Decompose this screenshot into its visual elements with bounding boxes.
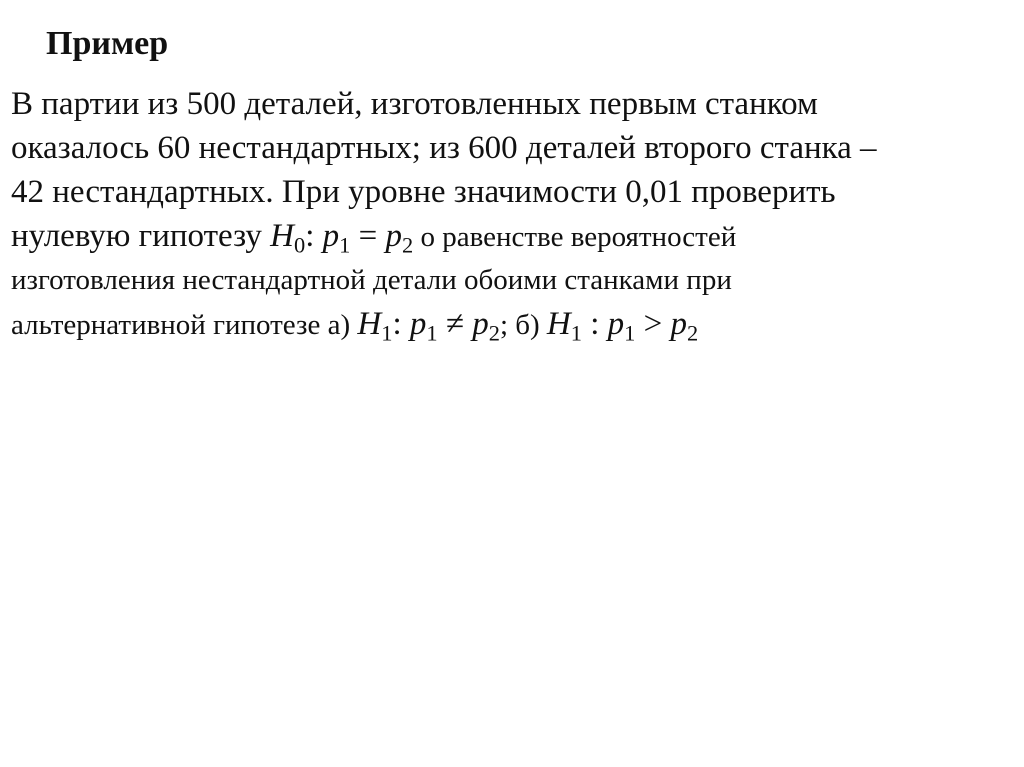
problem-text: [11, 82, 1011, 346]
text-line-3: 42 нестандартных. При уровне значимости 0,01 проверить: [11, 174, 836, 210]
p2-symbol-b: $p_2$: [670, 306, 699, 346]
line4-text-before: нулевую гипотезу: [11, 218, 271, 254]
null-hypothesis-symbol: $H_0$: [270, 218, 306, 258]
text-line-1: В партии из 500 деталей, изготовленных первым станком: [11, 86, 818, 122]
p1-symbol: $p_1$: [322, 218, 351, 258]
line4-text-after: о равенстве вероятностей: [413, 221, 737, 253]
p1-symbol-a: $p_1$: [409, 306, 438, 346]
line6-text-before: альтернативной гипотезе а): [11, 309, 358, 341]
p1-symbol-b: $p_1$: [607, 306, 636, 346]
alt-hypothesis-symbol-a: $H_1$: [357, 306, 393, 346]
not-equal-sign: ≠: [437, 306, 473, 342]
text-line-5: изготовления нестандартной детали обоими станками при: [11, 264, 732, 296]
equals-sign: =: [350, 218, 386, 254]
text-line-4: нулевую гипотезу $H_0$: $p_1 = p_2$ о равенстве вероятностей: [11, 218, 737, 258]
line6-separator: ; б): [499, 309, 547, 341]
slide-title: Пример: [46, 25, 169, 62]
text-line-6: альтернативной гипотезе а) $H_1$: $p_1 \ne p_2$; б) $H_1$ : $p_1 > p_2$: [11, 306, 699, 346]
p2-symbol: $p_2$: [385, 218, 414, 258]
p2-symbol-a: $p_2$: [472, 306, 500, 346]
text-line-2: оказалось 60 нестандартных; из 600 деталей второго станка –: [11, 130, 877, 166]
alt-hypothesis-symbol-b: $H_1$: [546, 306, 582, 346]
greater-than-sign: >: [635, 306, 671, 342]
